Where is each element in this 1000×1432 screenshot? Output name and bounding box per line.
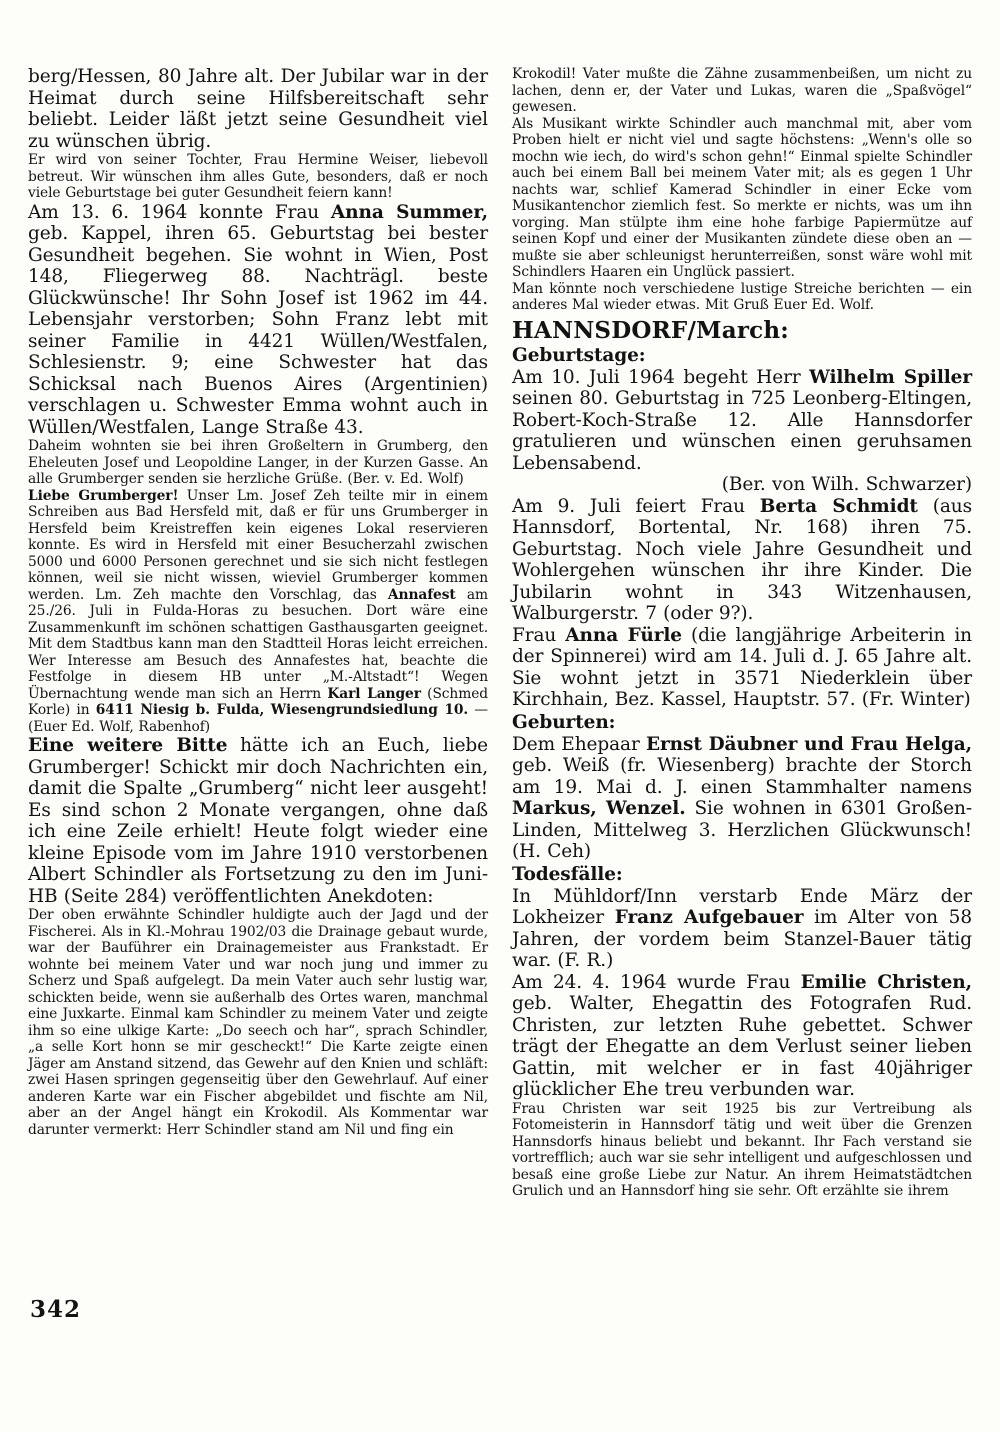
- text: Man könnte noch verschiedene lustige Streiche berichten — ein anderes Mal wieder etwas. Mit Gruß Euer Ed. Wolf.: [512, 280, 972, 313]
- bold-text: Ernst Däubner und Frau Helga,: [646, 733, 973, 755]
- para-wilhelm-spiller: [512, 367, 972, 475]
- text: Als Musikant wirkte Schindler auch manchmal mit, aber vom Proben hielt er nicht viel und sagte höchstens: „Wenn's olle so mochn wie iech, do wird's schon gehn!“ Einmal spielte Schindler auch bei einem Ball bei meinem Vater mit; als es gegen 1 Uhr nachts war, schlief Kamerad Schindler in einer Ecke vom Musikantenchor ziemlich fest. So merkte er nichts, was um ihn vorging. Man stülpte ihm eine hohe farbige Papiermütze auf seinen Kopf und einer der Musikanten zündete diese oben an — mußte sie aber schleunigst herunterreißen, sonst wäre wohl mit Schindlers Haaren ein Unglück passiert.: [512, 115, 972, 280]
- bold-text: Karl Langer: [327, 685, 421, 702]
- bold-text: Franz Aufgebauer: [614, 907, 804, 928]
- text: Dem Ehepaar: [512, 733, 647, 755]
- para-streiche: [512, 281, 972, 314]
- para-anna-summer: [28, 202, 488, 439]
- bold-text: Anna Summer,: [330, 201, 488, 223]
- text: (Ber. von Wilh. Schwarzer): [721, 474, 972, 495]
- para-tochter-betreuung: [28, 152, 488, 202]
- text: — (Euer Ed. Wolf, Rabenhof): [28, 702, 489, 735]
- text: (Schmed Korle) in: [28, 685, 489, 718]
- para-liebe-grumberger: [28, 488, 488, 736]
- text: Am 13. 6. 1964 konnte Frau: [28, 201, 331, 223]
- text: Am 9. Juli feiert Frau: [512, 495, 760, 517]
- para-aufgebauer: [512, 886, 972, 972]
- bold-text: 6411 Niesig b. Fulda, Wiesengrundsiedlung 10.: [95, 702, 469, 718]
- text: am 25./26. Juli in Fulda-Horas zu besuchen. Dort wäre eine Zusammenkunft im schönen schattigen Gasthausgarten geeignet. Mit dem Stadtbus kann man den Stadtteil Horas leicht erreichen. Wer Interesse am Besuch des Annafestes hat, beachte die Festfolge in diesem HB unter „M.-Altstadt“! Wegen Übernachtung wende man sich an Herrn: [28, 586, 488, 702]
- two-column-layout: [28, 66, 972, 1200]
- text: Am 24. 4. 1964 wurde Frau: [512, 971, 801, 993]
- bold-text: Emilie Christen,: [800, 971, 972, 993]
- para-jubilar-continuation: [28, 66, 488, 152]
- text: Krokodil! Vater mußte die Zähne zusammenbeißen, um nicht zu lachen, denn er, der Vater und Lukas, waren die „Spaßvögel“ gewesen.: [512, 66, 972, 115]
- text: Frau: [512, 624, 566, 646]
- text: Der oben erwähnte Schindler huldigte auch der Jagd und der Fischerei. Als in Kl.-Mohrau 1902/03 die Drainage gebaut wurde, war der Bauführer ein Drainagemeister aus Frankstadt. Er wohnte bei meinem Vater und war noch jung und immer zu Scherz und Spaß aufgelegt. Da mein Vater auch sehr lustig war, schickten beide, wenn sie außerhalb des Ortes waren, manchmal eine Juxkarte. Einmal kam Schindler zu meinem Vater und zeigte ihm so eine ulkige Karte: „Do seech och har“, sprach Schindler, „a selle Kort honn se mir gescheckt!“ Die Karte zeigte einen Jäger am Anstand sitzend, das Gewehr auf den Knien und schläft: zwei Hasen springen gegenseitig über den Gewehrlauf. Auf einer anderen Karte war ein Fischer abgebildet und fischte am Nil, aber an der Angel hängt ein Krokodil. Als Kommentar war darunter vermerkt: Herr Schindler stand am Nil und fing ein: [28, 907, 488, 1138]
- para-christen-nachruf: [512, 1101, 972, 1200]
- text: Am 10. Juli 1964 begeht Herr: [512, 366, 810, 388]
- bold-text: HANNSDORF/March:: [512, 316, 789, 344]
- para-musikant: [512, 116, 972, 281]
- bold-text: Annafest: [387, 586, 456, 603]
- left-column: [28, 66, 488, 1200]
- text: geb. Kappel, ihren 65. Geburtstag bei bester Gesundheit begehen. Sie wohnt in Wien, Post 148, Fliegerweg 88. Nachträgl. beste Glückwünsche! Ihr Sohn Josef ist 1962 im 44. Lebensjahr verstorben; Sohn Franz lebt mit seiner Familie in 4421 Wüllen/Westfalen, Schlesienstr. 9; eine Schwester hat das Schicksal nach Buenos Aires (Argentinien) verschlagen u. Schwester Emma wohnt auch in Wüllen/Westfalen, Lange Straße 43.: [28, 223, 488, 438]
- text: Daheim wohnten sie bei ihren Großeltern in Grumberg, den Eheleuten Josef und Leopoldine Langer, in der Kurzen Gasse. An alle Grumberger senden sie herzliche Grüße. (Ber. v. Ed. Wolf): [28, 438, 488, 487]
- text: geb. Weiß (fr. Wiesenberg) brachte der Storch am 19. Mai d. J. einen Stammhalter namens: [512, 755, 972, 798]
- para-berichter-schwarzer: [512, 474, 972, 496]
- bold-text: Markus, Wenzel.: [512, 798, 686, 819]
- para-krokodil: [512, 66, 972, 116]
- right-column: [512, 66, 972, 1200]
- bold-text: Geburten:: [512, 711, 616, 733]
- page-number: 342: [30, 1296, 82, 1323]
- bold-text: Anna Fürle: [565, 624, 682, 646]
- text: Unser Lm. Josef Zeh teilte mir in einem Schreiben aus Bad Hersfeld mit, daß er für uns Grumberger in Hersfeld beim Kreistreffen kein eigenes Lokal reservieren konnte. Es wird in Hersfeld mit einer Besucherzahl zwischen 5000 und 6000 Personen gerechnet und sie sich nicht festlegen können, weil sie nicht wissen, wieviel Grumberger kommen werden. Lm. Zeh machte den Vorschlag, das: [28, 487, 488, 603]
- para-daeubner: [512, 734, 972, 863]
- para-emilie-christen: [512, 972, 972, 1101]
- heading-todesfaelle: [512, 863, 972, 886]
- para-anna-fuerle: [512, 625, 972, 711]
- text: berg/Hessen, 80 Jahre alt. Der Jubilar war in der Heimat durch seine Hilfsbereitschaft sehr beliebt. Leider läßt jetzt seine Gesundheit viel zu wünschen übrig.: [28, 66, 488, 152]
- text: In Mühldorf/Inn verstarb Ende März der Lokheizer: [512, 885, 972, 928]
- heading-geburtstage: [512, 344, 972, 367]
- text: geb. Walter, Ehegattin des Fotografen Rud. Christen, zur letzten Ruhe gebettet. Schwer trägt der Ehegatte an dem Verlust seiner lieben Gattin, mit welcher er in fast 40jähriger glücklicher Ehe treu verbunden war.: [512, 993, 972, 1100]
- bold-text: Todesfälle:: [512, 863, 623, 885]
- bold-text: Berta Schmidt: [759, 495, 918, 517]
- text: (die langjährige Arbeiterin in der Spinnerei) wird am 14. Juli d. J. 65 Jahre alt. Sie wohnt jetzt in 3571 Niederklein über Kirchhain, Bez. Kassel, Hauptstr. 57. (Fr. Winter): [512, 624, 972, 710]
- para-weitere-bitte: [28, 735, 488, 907]
- bold-text: Eine weitere Bitte: [28, 735, 228, 756]
- text: seinen 80. Geburtstag in 725 Leonberg-Eltingen, Robert-Koch-Straße 12. Alle Hannsdorfer gratulieren und wünschen einen geruhsamen Lebensabend.: [512, 388, 972, 474]
- heading-geburten: [512, 711, 972, 734]
- bold-text: Wilhelm Spiller: [809, 366, 973, 388]
- bold-text: Geburtstage:: [512, 344, 646, 366]
- para-schindler-anekdote: [28, 907, 488, 1138]
- heading-hannsdorf: [512, 314, 972, 344]
- text: Frau Christen war seit 1925 bis zur Vertreibung als Fotomeisterin in Hannsdorf tätig und weit über die Grenzen Hannsdorfs hinaus beliebt und bekannt. Ihr Fach verstand sie vortrefflich; auch war sie sehr intelligent und aufgeschlossen und besaß eine große Liebe zur Natur. An ihrem Heimatstädtchen Grulich und an Hannsdorf hing sie sehr. Oft erzählte sie ihrem: [512, 1100, 972, 1199]
- text: hätte ich an Euch, liebe Grumberger! Schickt mir doch Nachrichten ein, damit die Spalte „Grumberg“ nicht leer ausgeht! Es sind schon 2 Monate vergangen, ohne daß ich eine Zeile erhielt! Heute folgt wieder eine kleine Episode vom im Jahre 1910 verstorbenen Albert Schindler als Fortsetzung zu den im Juni-HB (Seite 284) veröffentlichten Anekdoten:: [28, 735, 489, 907]
- bold-text: Liebe Grumberger!: [28, 487, 179, 504]
- para-grosseltern: [28, 438, 488, 488]
- para-berta-schmidt: [512, 496, 972, 625]
- text: Sie wohnen in 6301 Großen-Linden, Mittelweg 3. Herzlichen Glückwunsch! (H. Ceh): [512, 798, 972, 862]
- text: Er wird von seiner Tochter, Frau Hermine Weiser, liebevoll betreut. Wir wünschen ihm alles Gute, besonders, daß er noch viele Geburtstage bei guter Gesundheit feiern kann!: [28, 152, 488, 201]
- text: im Alter von 58 Jahren, der vordem beim Stanzel-Bauer tätig war. (F. R.): [512, 907, 972, 971]
- text: (aus Hannsdorf, Bortental, Nr. 168) ihren 75. Geburtstag. Noch viele Jahre Gesundheit und Wohlergehen wünschen ihr ihre Kinder. Die Jubilarin wohnt in 343 Witzenhausen, Walburgerstr. 7 (oder 9?).: [512, 495, 972, 624]
